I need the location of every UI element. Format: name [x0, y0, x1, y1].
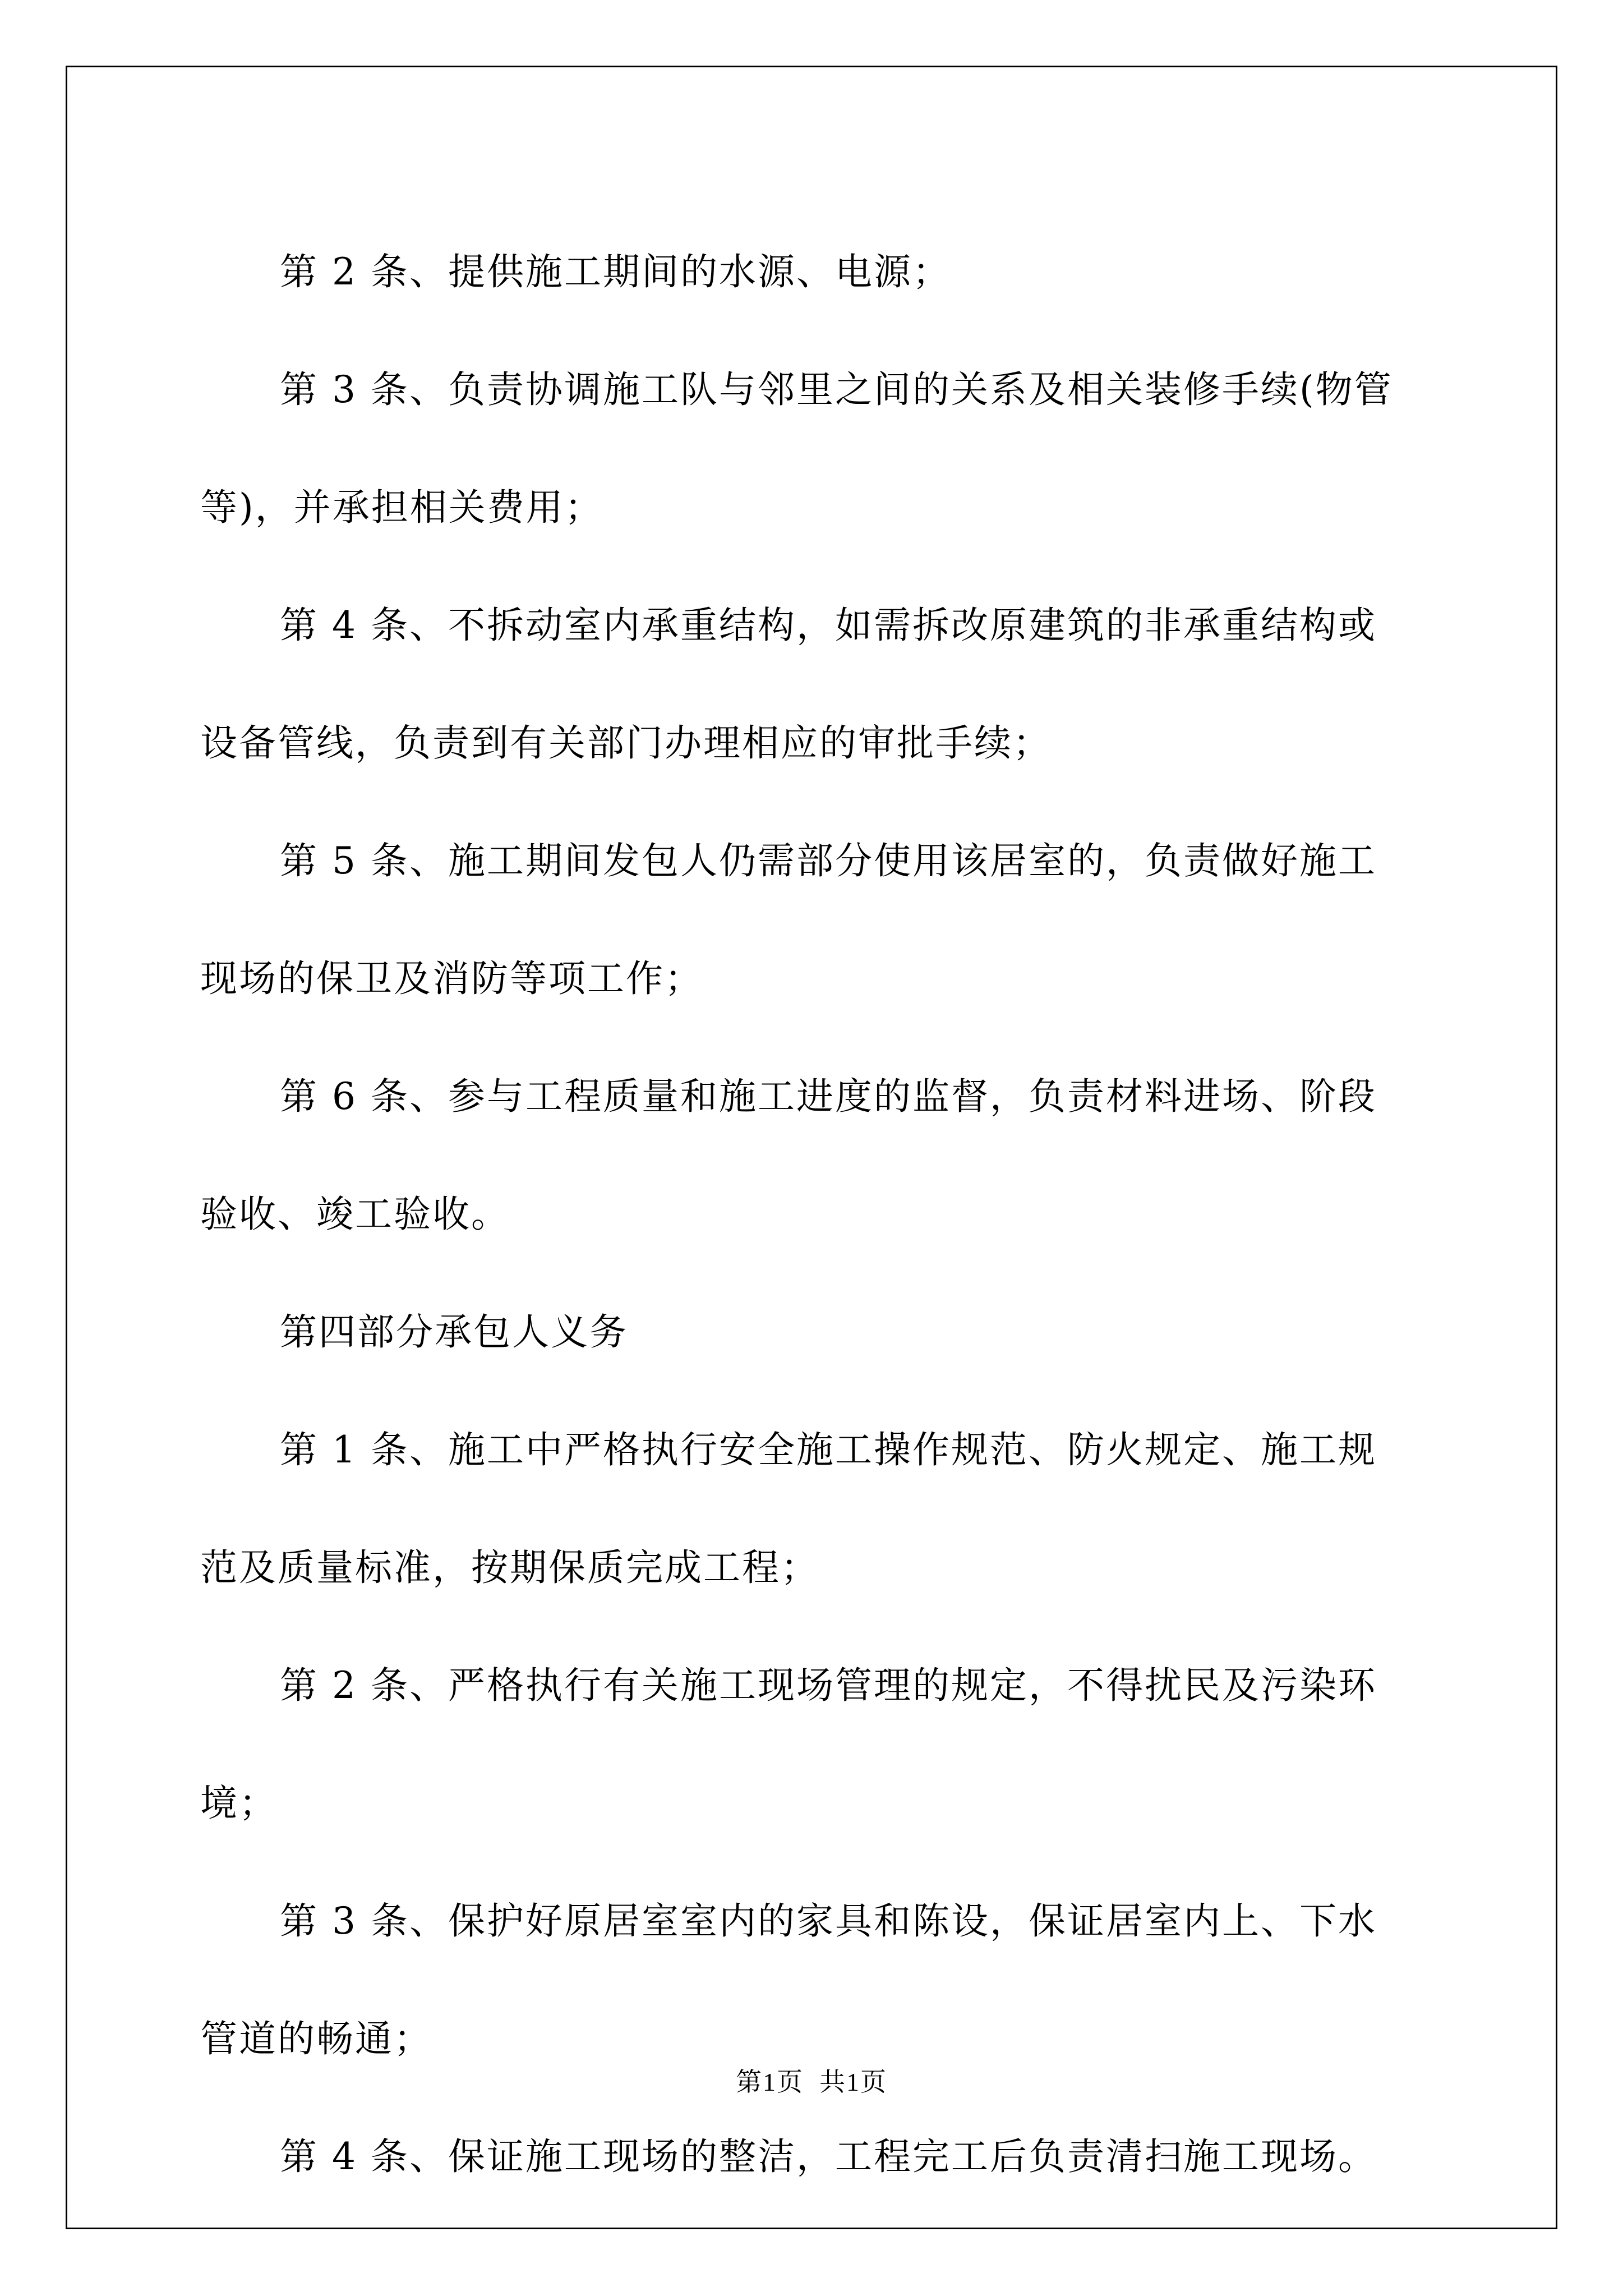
text-line: 境；: [200, 1782, 278, 1825]
page-footer: [0, 2062, 1623, 2099]
text-line: 范及质量标准，按期保质完成工程；: [200, 1546, 819, 1589]
paragraph: [200, 1627, 1434, 1862]
text-line: 第 6 条、参与工程质量和施工进度的监督，负责材料进场、阶段: [280, 1075, 1377, 1118]
text-line: 第 4 条、不拆动室内承重结构，如需拆改原建筑的非承重结构或: [280, 604, 1377, 647]
document-body: [200, 213, 1434, 2216]
text-line: 第 1 条、施工中严格执行安全施工操作规范、防火规定、施工规: [280, 1428, 1377, 1471]
paragraph: [200, 1391, 1434, 1627]
text-line: 等)，并承担相关费用；: [200, 486, 603, 529]
text-line: 第 2 条、提供施工期间的水源、电源；: [280, 250, 951, 293]
text-line: 第 2 条、严格执行有关施工现场管理的规定，不得扰民及污染环: [280, 1664, 1377, 1707]
paragraph: [200, 2098, 1434, 2216]
text-line: 第 4 条、保证施工现场的整洁，工程完工后负责清扫施工现场。: [280, 2135, 1377, 2178]
text-line: 设备管线，负责到有关部门办理相应的审批手续；: [200, 721, 1052, 765]
text-line: 现场的保卫及消防等项工作；: [200, 957, 703, 1000]
page-total: 共1页: [819, 2068, 887, 2096]
page-number: 第1页: [736, 2068, 804, 2096]
paragraph: [200, 802, 1434, 1038]
text-line: 第 3 条、负责协调施工队与邻里之间的关系及相关装修手续(物管: [280, 368, 1393, 411]
paragraph: [200, 567, 1434, 802]
text-line: 第 3 条、保护好原居室室内的家具和陈设，保证居室内上、下水: [280, 1899, 1377, 1943]
text-line: 第四部分承包人义务: [280, 1310, 628, 1354]
paragraph: [200, 331, 1434, 567]
section-heading: [200, 1273, 1434, 1391]
paragraph: [200, 213, 1434, 331]
text-line: 验收、竣工验收。: [200, 1193, 510, 1236]
text-line: 第 5 条、施工期间发包人仍需部分使用该居室的，负责做好施工: [280, 839, 1377, 882]
paragraph: [200, 1038, 1434, 1273]
text-line: 管道的畅通；: [200, 2017, 432, 2060]
